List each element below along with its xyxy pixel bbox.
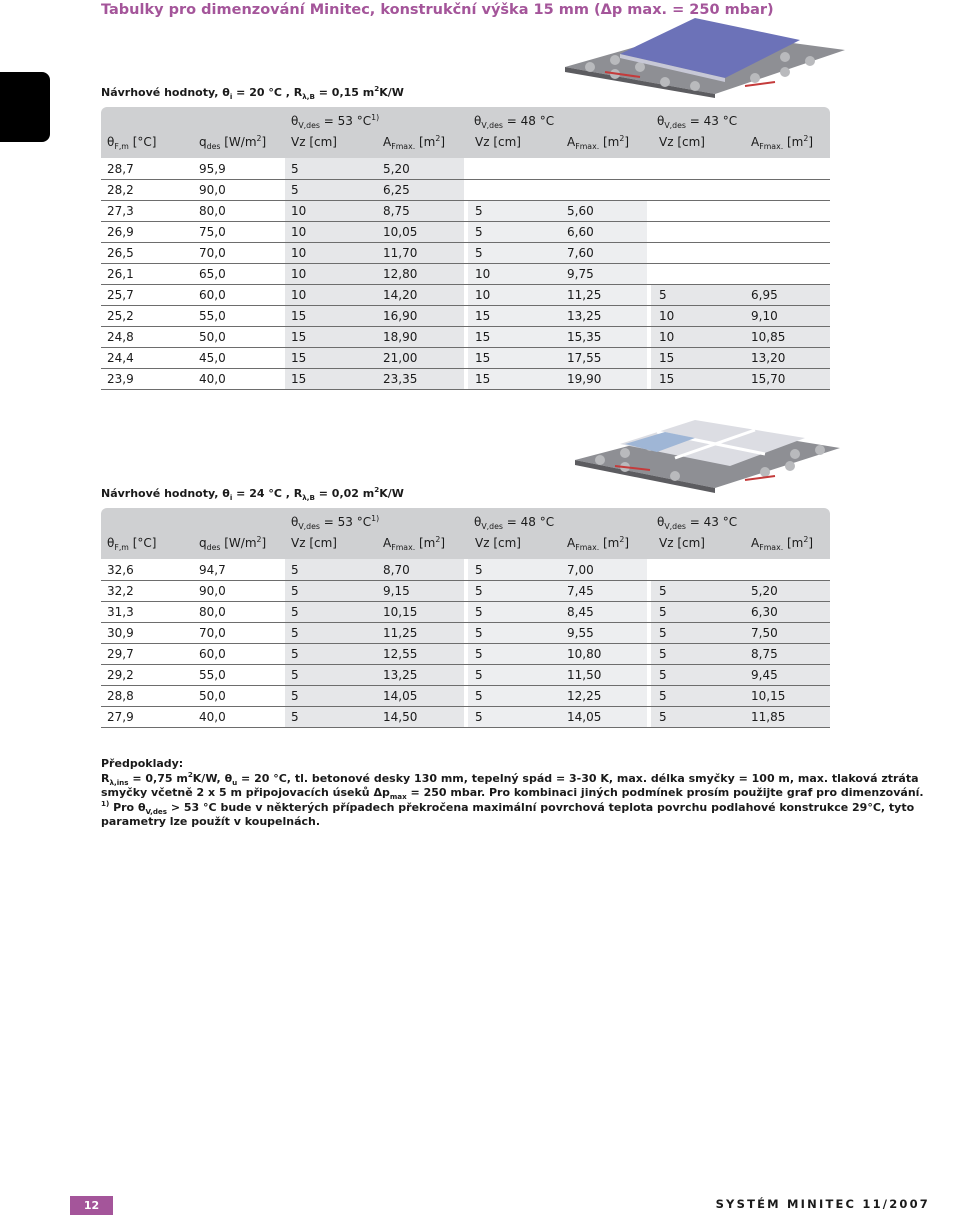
- group-shading: [468, 243, 647, 263]
- chapter-tab: [0, 72, 50, 142]
- group-shading: [651, 369, 830, 389]
- table-cell: 7,45: [567, 584, 594, 598]
- table-body: [101, 158, 830, 390]
- table-cell: 15,35: [567, 330, 602, 344]
- group-shading: [285, 243, 464, 263]
- column-header-vz: Vz [cm]: [659, 135, 705, 149]
- table-cell: 95,9: [199, 162, 226, 176]
- table-cell: 5: [291, 710, 299, 724]
- group-shading: [651, 285, 830, 305]
- table-cell: 14,20: [383, 288, 418, 302]
- table-row: [101, 180, 830, 201]
- table-cell: 5: [475, 668, 483, 682]
- group-shading: [651, 623, 830, 643]
- table-cell: 55,0: [199, 668, 226, 682]
- group-shading: [468, 327, 647, 347]
- column-header-vz: Vz [cm]: [475, 536, 521, 550]
- table-cell: 5: [659, 710, 667, 724]
- table-cell: 15: [291, 330, 307, 344]
- table-cell: 27,9: [107, 710, 134, 724]
- group-header: $\theta_{V,des} = 43$ °C: [657, 515, 738, 531]
- group-shading: [285, 180, 464, 200]
- column-header-afmax: $A_{Fmax.}$ $[m^2]$: [751, 535, 814, 552]
- table-cell: 7,60: [567, 246, 594, 260]
- table-cell: 26,9: [107, 225, 134, 239]
- group-shading: [468, 264, 647, 284]
- group-shading: [285, 581, 464, 601]
- table-cell: 15: [291, 309, 307, 323]
- group-shading: [285, 644, 464, 664]
- group-shading: [468, 581, 647, 601]
- table-cell: 23,35: [383, 372, 418, 386]
- table-cell: 5: [659, 605, 667, 619]
- table-cell: 6,30: [751, 605, 778, 619]
- floor-system-illustration-2: [565, 410, 845, 494]
- group-shading: [285, 158, 464, 179]
- table-cell: 5: [291, 605, 299, 619]
- column-header-afmax: $A_{Fmax.}$ $[m^2]$: [567, 134, 630, 151]
- table-row: [101, 327, 830, 348]
- group-shading: [651, 306, 830, 326]
- table-cell: 5: [659, 626, 667, 640]
- group-shading: [651, 665, 830, 685]
- table-cell: 10: [659, 330, 675, 344]
- group-shading: [468, 686, 647, 706]
- table-cell: 11,85: [751, 710, 786, 724]
- table-cell: 28,2: [107, 183, 134, 197]
- table-cell: 10: [291, 246, 307, 260]
- column-header-afmax: $A_{Fmax.}$ $[m^2]$: [567, 535, 630, 552]
- table-cell: 11,50: [567, 668, 602, 682]
- table-cell: 5: [659, 668, 667, 682]
- group-header: $\theta_{V,des} = 53$ $^\circ C^{1)}$: [291, 514, 380, 531]
- table-cell: 6,60: [567, 225, 594, 239]
- table2-caption: Návrhové hodnoty, $\theta_i = 24$ °C , $R_{\lambda,B} = 0,02$ $m^2K/W$: [101, 485, 404, 502]
- table-cell: 9,55: [567, 626, 594, 640]
- table-cell: 10: [659, 309, 675, 323]
- table-cell: 10,15: [751, 689, 786, 703]
- group-shading: [285, 264, 464, 284]
- table-row: [101, 686, 830, 707]
- table-cell: 5: [291, 647, 299, 661]
- table-cell: 5,20: [751, 584, 778, 598]
- table-cell: 70,0: [199, 626, 226, 640]
- group-shading: [285, 623, 464, 643]
- table-row: [101, 665, 830, 686]
- group-shading: [285, 201, 464, 221]
- table-cell: 5: [475, 626, 483, 640]
- group-shading: [285, 602, 464, 622]
- group-shading: [285, 285, 464, 305]
- group-shading: [468, 285, 647, 305]
- table-cell: 5,60: [567, 204, 594, 218]
- table-cell: 10: [291, 267, 307, 281]
- table-cell: 26,1: [107, 267, 134, 281]
- table-cell: 12,25: [567, 689, 602, 703]
- group-shading: [468, 623, 647, 643]
- group-shading: [285, 306, 464, 326]
- table-cell: 90,0: [199, 183, 226, 197]
- group-shading: [468, 559, 647, 580]
- table-cell: 32,6: [107, 563, 134, 577]
- table-cell: 24,8: [107, 330, 134, 344]
- notes-heading: Předpoklady:: [101, 757, 184, 770]
- table-cell: 40,0: [199, 710, 226, 724]
- table-cell: 25,7: [107, 288, 134, 302]
- table-cell: 5: [475, 605, 483, 619]
- table-cell: 8,75: [383, 204, 410, 218]
- table-cell: 27,3: [107, 204, 134, 218]
- group-shading: [651, 327, 830, 347]
- dimension-table-1: [101, 107, 830, 390]
- table-cell: 28,8: [107, 689, 134, 703]
- table-cell: 90,0: [199, 584, 226, 598]
- table-cell: 18,90: [383, 330, 418, 344]
- group-shading: [285, 369, 464, 389]
- table-cell: 65,0: [199, 267, 226, 281]
- column-header-q: $q_{des}$ $[W/m^2]$: [199, 535, 267, 552]
- table-cell: 10: [475, 288, 491, 302]
- table-cell: 9,15: [383, 584, 410, 598]
- table-cell: 50,0: [199, 689, 226, 703]
- table-cell: 8,75: [751, 647, 778, 661]
- table1-caption: Návrhové hodnoty, $\theta_i = 20$ °C , $R_{\lambda,B} = 0,15$ $m^2K/W$: [101, 84, 404, 101]
- table-cell: 10,15: [383, 605, 418, 619]
- group-shading: [285, 348, 464, 368]
- table-row: [101, 707, 830, 728]
- table-cell: 29,2: [107, 668, 134, 682]
- table-cell: 5: [291, 689, 299, 703]
- group-shading: [468, 348, 647, 368]
- dimension-table-2: [101, 508, 830, 728]
- assumptions-notes: [101, 757, 931, 830]
- table-cell: 24,4: [107, 351, 134, 365]
- group-header: $\theta_{V,des} = 48$ °C: [474, 114, 555, 130]
- group-shading: [468, 665, 647, 685]
- table-row: [101, 369, 830, 390]
- table-cell: 5: [475, 246, 483, 260]
- table-cell: 10,05: [383, 225, 418, 239]
- table-cell: 15: [475, 351, 491, 365]
- table-cell: 10,85: [751, 330, 786, 344]
- table-cell: 17,55: [567, 351, 602, 365]
- table-cell: 10,80: [567, 647, 602, 661]
- table-row: [101, 306, 830, 327]
- group-header: $\theta_{V,des} = 43$ °C: [657, 114, 738, 130]
- table-cell: 94,7: [199, 563, 226, 577]
- table-cell: 14,50: [383, 710, 418, 724]
- table-cell: 10: [291, 225, 307, 239]
- table-row: [101, 623, 830, 644]
- group-shading: [285, 222, 464, 242]
- table-cell: 8,45: [567, 605, 594, 619]
- table-row: [101, 602, 830, 623]
- group-header: $\theta_{V,des} = 53$ $^\circ C^{1)}$: [291, 113, 380, 130]
- table-cell: 5: [291, 563, 299, 577]
- table-cell: 15: [475, 309, 491, 323]
- table-cell: 15: [659, 351, 675, 365]
- table-cell: 5: [475, 204, 483, 218]
- table-row: [101, 348, 830, 369]
- table-cell: 5: [475, 647, 483, 661]
- table-row: [101, 264, 830, 285]
- group-shading: [468, 602, 647, 622]
- table-cell: 28,7: [107, 162, 134, 176]
- table-cell: 70,0: [199, 246, 226, 260]
- table-cell: 5: [291, 183, 299, 197]
- table-cell: 5: [659, 288, 667, 302]
- table-cell: 25,2: [107, 309, 134, 323]
- table-cell: 10: [475, 267, 491, 281]
- column-header-q: $q_{des}$ $[W/m^2]$: [199, 134, 267, 151]
- table-cell: 15: [475, 372, 491, 386]
- group-shading: [468, 222, 647, 242]
- table-cell: 55,0: [199, 309, 226, 323]
- group-shading: [651, 707, 830, 727]
- table-cell: 9,75: [567, 267, 594, 281]
- table-cell: 21,00: [383, 351, 418, 365]
- table-cell: 11,25: [567, 288, 602, 302]
- table-cell: 12,80: [383, 267, 418, 281]
- column-header-tf: $\theta_{F,m}$ [°C]: [107, 536, 157, 552]
- table-cell: 5: [475, 225, 483, 239]
- table-cell: 5: [475, 710, 483, 724]
- table-body: [101, 559, 830, 728]
- notes-line-1: $R_{\lambda,ins} = 0,75$ $m^2K/W$, $\theta_u = 20$ °C, tl. betonové desky 130 mm, tepelný spád = 3-30 K, max. délka smyčky = 100 m, max. tlaková ztráta smyčky včetně 2 x 5 m připojovacích úseků $\Delta p_{max} = 250$ mbar. Pro kombinaci jiných podmínek prosím použijte graf pro dimenzování.: [101, 769, 924, 801]
- table-row: [101, 644, 830, 665]
- table-cell: 9,45: [751, 668, 778, 682]
- table-cell: 14,05: [567, 710, 602, 724]
- column-header-afmax: $A_{Fmax.}$ $[m^2]$: [751, 134, 814, 151]
- table-cell: 5: [291, 626, 299, 640]
- group-shading: [651, 686, 830, 706]
- table-cell: 15: [475, 330, 491, 344]
- table-row: [101, 285, 830, 306]
- table-cell: 6,25: [383, 183, 410, 197]
- table-cell: 11,70: [383, 246, 418, 260]
- group-shading: [651, 602, 830, 622]
- table-cell: 5: [659, 584, 667, 598]
- table-cell: 9,10: [751, 309, 778, 323]
- table-cell: 10: [291, 288, 307, 302]
- table-cell: 14,05: [383, 689, 418, 703]
- column-header-vz: Vz [cm]: [659, 536, 705, 550]
- table-cell: 60,0: [199, 288, 226, 302]
- footer-title: SYSTÉM MINITEC 11/2007: [715, 1197, 930, 1211]
- table-cell: 8,70: [383, 563, 410, 577]
- table-cell: 5: [291, 584, 299, 598]
- group-shading: [285, 327, 464, 347]
- table-cell: 40,0: [199, 372, 226, 386]
- table-header: [101, 508, 830, 559]
- table-cell: 5: [291, 162, 299, 176]
- group-shading: [468, 306, 647, 326]
- column-header-tf: $\theta_{F,m}$ [°C]: [107, 135, 157, 151]
- group-shading: [285, 686, 464, 706]
- table-cell: 15: [659, 372, 675, 386]
- table-cell: 15: [291, 372, 307, 386]
- column-header-afmax: $A_{Fmax.}$ $[m^2]$: [383, 535, 446, 552]
- table-cell: 19,90: [567, 372, 602, 386]
- table-cell: 5: [659, 647, 667, 661]
- table-cell: 15: [291, 351, 307, 365]
- table-cell: 29,7: [107, 647, 134, 661]
- table-cell: 50,0: [199, 330, 226, 344]
- group-shading: [651, 644, 830, 664]
- table-cell: 26,5: [107, 246, 134, 260]
- table-row: [101, 222, 830, 243]
- table-cell: 60,0: [199, 647, 226, 661]
- table-row: [101, 158, 830, 180]
- table-cell: 5,20: [383, 162, 410, 176]
- table-cell: 32,2: [107, 584, 134, 598]
- group-shading: [468, 369, 647, 389]
- table-cell: 80,0: [199, 605, 226, 619]
- page-number: 12: [70, 1196, 113, 1215]
- table-cell: 10: [291, 204, 307, 218]
- table-row: [101, 559, 830, 581]
- column-header-vz: Vz [cm]: [291, 135, 337, 149]
- table-cell: 7,00: [567, 563, 594, 577]
- table-cell: 13,25: [567, 309, 602, 323]
- floor-system-illustration-1: [545, 12, 850, 98]
- notes-line-2: $^{1)}$ Pro $\theta_{V,des} > 53$ °C bude v některých případech překročena maximální povrchová teplota povrchu podlahové konstrukce 29°C, tyto parametry lze použít v koupelnách.: [101, 798, 915, 828]
- table-cell: 5: [475, 584, 483, 598]
- table-header: [101, 107, 830, 158]
- table-row: [101, 581, 830, 602]
- group-shading: [285, 559, 464, 580]
- table-cell: 13,20: [751, 351, 786, 365]
- group-shading: [285, 665, 464, 685]
- group-shading: [468, 707, 647, 727]
- group-shading: [285, 707, 464, 727]
- table-cell: 12,55: [383, 647, 418, 661]
- table-cell: 7,50: [751, 626, 778, 640]
- table-row: [101, 243, 830, 264]
- group-header: $\theta_{V,des} = 48$ °C: [474, 515, 555, 531]
- table-cell: 80,0: [199, 204, 226, 218]
- table-cell: 31,3: [107, 605, 134, 619]
- group-shading: [651, 581, 830, 601]
- table-cell: 5: [475, 689, 483, 703]
- table-cell: 30,9: [107, 626, 134, 640]
- table-cell: 11,25: [383, 626, 418, 640]
- table-cell: 6,95: [751, 288, 778, 302]
- group-shading: [651, 348, 830, 368]
- table-cell: 5: [291, 668, 299, 682]
- table-row: [101, 201, 830, 222]
- table-cell: 16,90: [383, 309, 418, 323]
- group-shading: [468, 644, 647, 664]
- table-cell: 23,9: [107, 372, 134, 386]
- group-shading: [468, 201, 647, 221]
- column-header-vz: Vz [cm]: [291, 536, 337, 550]
- column-header-vz: Vz [cm]: [475, 135, 521, 149]
- column-header-afmax: $A_{Fmax.}$ $[m^2]$: [383, 134, 446, 151]
- table-cell: 75,0: [199, 225, 226, 239]
- table-cell: 15,70: [751, 372, 786, 386]
- table-cell: 45,0: [199, 351, 226, 365]
- page-title: Tabulky pro dimenzování Minitec, konstrukční výška 15 mm (Δp max. = 250 mbar): [101, 2, 774, 18]
- table-cell: 5: [659, 689, 667, 703]
- table-cell: 13,25: [383, 668, 418, 682]
- table-cell: 5: [475, 563, 483, 577]
